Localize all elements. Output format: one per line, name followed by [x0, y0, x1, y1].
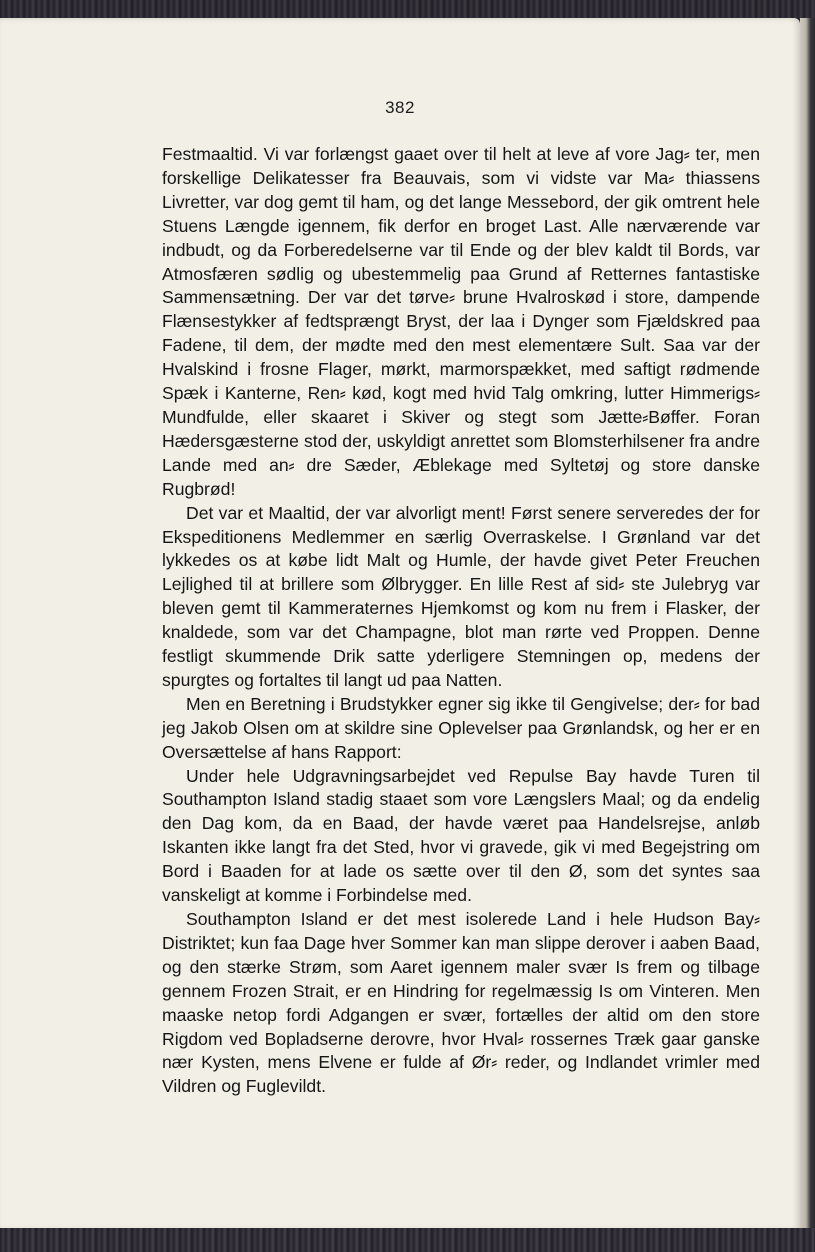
- paragraph-report-intro: Men en Beretning i Brudstykker egner sig ikke til Gengivelse; der⸗ for bad jeg Jakob Olsen om at skildre sine Oplevelser paa Grønlandsk, og her er en Oversættelse af hans Rapport:: [162, 693, 760, 762]
- scan-border-top: [0, 0, 815, 20]
- body-text: [162, 143, 760, 1099]
- page-number: 382: [385, 98, 415, 117]
- page-edge: [800, 18, 815, 1230]
- book-page: [0, 18, 800, 1230]
- paragraph-southampton-island: Southampton Island er det mest isolerede Land i hele Hudson Bay⸗ Distriktet; kun faa Dage hver Sommer kan man slippe derover i aaben Baad, og den stærke Strøm, som Aaret igennem maler svær Is frem og tilbage gennem Frozen Strait, er en Hindring for regelmæssig Is om Vinteren. Men maaske netop fordi Adgangen er svær, fortælles der altid om den store Rigdom ved Bopladserne derovre, hvor Hval⸗ rossernes Træk gaar ganske nær Kysten, mens Elvene er fulde af Ør⸗ reder, og Indlandet vrimler med Vildren og Fuglevildt.: [162, 909, 760, 1097]
- paragraph-meal-seriously-meant: Det var et Maaltid, der var alvorligt ment! Først senere serveredes der for Ekspeditionens Medlemmer en særlig Overraskelse. I Grønland var det lykkedes os at købe lidt Malt og Humle, der havde givet Peter Freuchen Lejlighed til at brillere som Ølbrygger. En lille Rest af sid⸗ ste Julebryg var bleven gemt til Kammeraternes Hjemkomst og kom nu frem i Flasker, der knaldede, som var det Champagne, blot man rørte ved Proppen. Denne festligt skummende Drik satte yderligere Stemningen op, medens der spurgtes og fortaltes til langt ud paa Natten.: [162, 502, 760, 690]
- paragraph-excavation: Under hele Udgravningsarbejdet ved Repulse Bay havde Turen til Southampton Island stadig staaet som vore Længslers Maal; og da endelig den Dag kom, da en Baad, der havde været paa Handelsrejse, anløb Iskanten ikke langt fra det Sted, hvor vi gravede, gik vi med Begejstring om Bord i Baaden for at lade os sætte over til den Ø, som det syntes saa vanskeligt at komme i Forbindelse med.: [162, 765, 760, 906]
- scan-border-bottom: [0, 1228, 815, 1252]
- paragraph-feast-meal: Festmaaltid. Vi var forlængst gaaet over til helt at leve af vore Jag⸗ ter, men forskellige Delikatesser fra Beauvais, som vi vidste var Ma⸗ thiassens Livretter, var dog gemt til ham, og det lange Messebord, der gik omtrent hele Stuens Længde igennem, fik derfor en broget Last. Alle nærværende var indbudt, og da Forberedelserne var til Ende og der blev kaldt til Bords, var Atmosfæren sødlig og ubestemmelig paa Grund af Retternes fantastiske Sammensætning. Der var det tørve⸗ brune Hvalroskød i store, dampende Flænsestykker af fedtsprængt Bryst, der laa i Dynger som Fjældskred paa Fadene, til dem, der mødte med den mest elementære Sult. Saa var der Hvalskind i frosne Flager, mørkt, marmorspækket, med saftigt rødmende Spæk i Kanterne, Ren⸗ kød, kogt med hvid Talg omkring, lutter Himmerigs⸗Mundfulde, eller skaaret i Skiver og stegt som Jætte⸗Bøffer. Foran Hædersgæsterne stod der, uskyldigt anrettet som Blomsterhilsener fra andre Lande med an⸗ dre Sæder, Æblekage med Syltetøj og store danske Rugbrød!: [162, 144, 760, 499]
